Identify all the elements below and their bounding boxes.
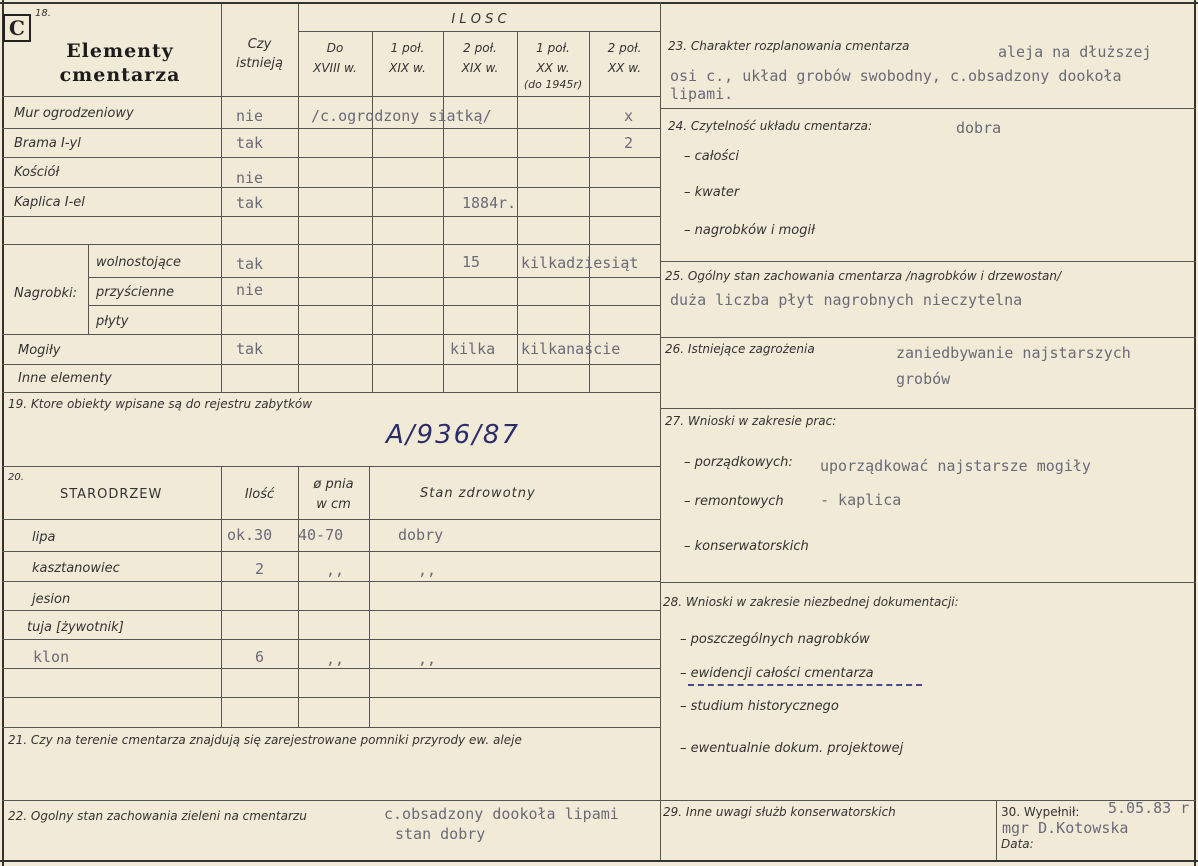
col-line xyxy=(443,31,444,392)
section-24-label: 24. Czytelność układu cmentarza: xyxy=(668,119,873,133)
tree-stan: dobry xyxy=(398,526,444,544)
header-czy: Czy xyxy=(247,37,272,52)
row-line xyxy=(2,157,660,158)
col-header: 1 poł. xyxy=(390,41,425,55)
row-line xyxy=(660,337,1196,338)
tree-name: lipa xyxy=(32,530,56,545)
row-label: Kaplica I-el xyxy=(14,195,85,210)
row-line xyxy=(88,305,660,306)
cell-value: /c.ogrodzony siatką/ xyxy=(311,107,492,125)
header-ilosc: I L O S C xyxy=(451,12,507,27)
section-25-value: duża liczba płyt nagrobnych nieczytelna xyxy=(670,291,1023,309)
card-letter: C xyxy=(3,14,31,42)
row-label: płyty xyxy=(96,314,129,329)
cell-value: tak xyxy=(236,255,264,273)
header-pnia: ø pnia xyxy=(313,477,354,492)
section-23-value: osi c., układ grobów swobodny, c.obsadzony dookoła xyxy=(670,67,1122,85)
row-line xyxy=(660,408,1196,409)
section-24-item: – całości xyxy=(684,149,739,164)
section-27-value: - kaplica xyxy=(820,491,902,509)
tree-pien: ,, xyxy=(326,650,345,668)
cell-value: x xyxy=(624,107,634,125)
tree-ilosc: 6 xyxy=(255,648,265,666)
section-28-item: – studium historycznego xyxy=(680,699,839,714)
col-line xyxy=(372,31,373,392)
cell-value: tak xyxy=(236,340,264,358)
row-line xyxy=(2,610,660,611)
top-border xyxy=(0,2,1198,4)
col-header: (do 1945r) xyxy=(523,78,583,91)
section-27-item: – remontowych xyxy=(684,494,784,509)
tree-pien: ,, xyxy=(326,561,345,579)
row-line xyxy=(2,187,660,188)
cell-value: nie xyxy=(236,107,264,125)
row-line xyxy=(660,108,1196,109)
row-label: Kościół xyxy=(14,165,60,180)
row-label: wolnostojące xyxy=(96,255,181,270)
cell-value: tak xyxy=(236,134,264,152)
row-label: Nagrobki: xyxy=(14,286,78,301)
tree-pien: 40-70 xyxy=(298,526,344,544)
section-23-label: 23. Charakter rozplanowania cmentarza xyxy=(668,39,910,53)
header-stan: Stan zdrowotny xyxy=(420,486,536,501)
col-line xyxy=(996,800,997,860)
section-28-item: – ewidencji całości cmentarza xyxy=(680,666,874,681)
col-line xyxy=(369,466,370,727)
ilosc-header-line xyxy=(298,31,660,32)
row-label: Mur ogrodzeniowy xyxy=(14,106,134,121)
section-number: 20. xyxy=(8,472,24,483)
row-line xyxy=(2,668,660,669)
header-starodrzew: STARODRZEW xyxy=(60,487,163,502)
section-27-value: uporządkować najstarsze mogiły xyxy=(820,457,1091,475)
right-border xyxy=(1194,0,1196,866)
col-header: XX w. xyxy=(536,61,570,75)
col-header: 2 poł. xyxy=(607,41,642,55)
row-label: przyścienne xyxy=(96,285,175,300)
tree-ilosc: 2 xyxy=(255,560,265,578)
section-27-item: – konserwatorskich xyxy=(684,539,809,554)
col-header: XVIII w. xyxy=(313,61,357,75)
header-ilosc: Ilość xyxy=(244,487,275,502)
col-line xyxy=(221,466,222,727)
cell-value: 15 xyxy=(462,253,481,271)
col-line xyxy=(88,244,89,334)
section-28-item: – ewentualnie dokum. projektowej xyxy=(680,741,904,756)
tree-ilosc: ok.30 xyxy=(227,526,273,544)
row-line xyxy=(2,96,660,97)
title-line: Elementy xyxy=(66,40,174,62)
section-30-name: mgr D.Kotowska xyxy=(1002,819,1129,837)
section-29-label: 29. Inne uwagi służb konserwatorskich xyxy=(663,805,896,819)
tree-name: klon xyxy=(33,648,70,666)
left-border xyxy=(2,0,4,866)
row-line xyxy=(2,551,660,552)
section-23-value: aleja na dłuższej xyxy=(998,43,1152,61)
section-25-label: 25. Ogólny stan zachowania cmentarza /nagrobków i drzewostan/ xyxy=(665,269,1062,283)
row-line xyxy=(2,244,660,245)
section-22-value: c.obsadzony dookoła lipami xyxy=(384,805,619,823)
row-line xyxy=(660,582,1196,583)
col-header: Do xyxy=(326,41,344,55)
header-pnia: w cm xyxy=(316,497,351,512)
row-line xyxy=(2,697,660,698)
row-label: Inne elementy xyxy=(18,371,112,386)
row-label: Mogiły xyxy=(18,343,61,358)
section-30-data: Data: xyxy=(1001,837,1034,851)
section-26-value: zaniedbywanie najstarszych xyxy=(896,344,1131,362)
title-line: cmentarza xyxy=(59,63,181,86)
col-header: 1 poł. xyxy=(536,41,570,55)
register-number: A/936/87 xyxy=(386,420,521,450)
cell-value: kilkadziesiąt xyxy=(521,254,639,272)
section-26-value: grobów xyxy=(896,370,951,388)
col-header: XIX w. xyxy=(461,61,499,75)
dashed-underline xyxy=(688,684,922,686)
col-header: XIX w. xyxy=(389,61,426,75)
section-24-value: dobra xyxy=(956,119,1002,137)
col-header: 2 poł. xyxy=(463,41,497,55)
col-header: XX w. xyxy=(607,61,642,75)
cell-value: kilkanaście xyxy=(521,340,621,358)
section-number: 18. xyxy=(35,8,51,19)
row-line xyxy=(2,581,660,582)
row-line xyxy=(88,277,660,278)
section-24-item: – kwater xyxy=(684,185,740,200)
section-19-label: 19. Ktore obiekty wpisane są do rejestru zabytków xyxy=(8,397,313,411)
row-line xyxy=(660,261,1196,262)
section-28-item: – poszczególnych nagrobków xyxy=(680,632,870,647)
cell-value: 2 xyxy=(624,134,634,152)
tree-name: tuja [żywotnik] xyxy=(27,620,124,635)
section-22-value: stan dobry xyxy=(395,825,486,843)
row-line xyxy=(2,727,660,728)
section-27-item: – porządkowych: xyxy=(684,455,793,470)
section-23-value: lipami. xyxy=(670,85,734,103)
section-26-label: 26. Istniejące zagrożenia xyxy=(665,342,815,356)
cell-value: nie xyxy=(236,169,264,187)
tree-stan: ,, xyxy=(418,561,437,579)
row-line xyxy=(2,639,660,640)
header-czy: istnieją xyxy=(236,56,283,71)
bottom-border xyxy=(0,860,1198,862)
tree-name: jesion xyxy=(32,592,71,607)
cell-value: nie xyxy=(236,281,264,299)
row-label: Brama I-yl xyxy=(14,136,81,151)
row-line xyxy=(2,466,660,467)
cell-value: kilka xyxy=(450,340,496,358)
page-title xyxy=(30,40,210,88)
col-line xyxy=(589,31,590,392)
row-line xyxy=(2,334,660,335)
row-line xyxy=(2,216,660,217)
cell-value: tak xyxy=(236,194,264,212)
section-30-date: 5.05.83 r xyxy=(1108,799,1190,817)
row-line xyxy=(2,128,660,129)
row-line xyxy=(2,392,660,393)
tree-stan: ,, xyxy=(418,650,437,668)
section-24-item: – nagrobków i mogił xyxy=(684,223,815,238)
row-line xyxy=(2,519,660,520)
section-22-label: 22. Ogolny stan zachowania zieleni na cmentarzu xyxy=(8,809,307,823)
cell-value: 1884r. xyxy=(462,194,517,212)
tree-name: kasztanowiec xyxy=(32,561,120,576)
section-30-label: 30. Wypełnił: xyxy=(1001,805,1080,819)
row-line xyxy=(2,800,660,801)
section-27-label: 27. Wnioski w zakresie prac: xyxy=(665,414,837,428)
center-divider xyxy=(660,2,661,860)
row-line xyxy=(2,364,660,365)
section-28-label: 28. Wnioski w zakresie niezbednej dokumentacji: xyxy=(663,595,959,609)
section-21-label: 21. Czy na terenie cmentarza znajdują się zarejestrowane pomniki przyrody ew. aleje xyxy=(8,733,522,747)
